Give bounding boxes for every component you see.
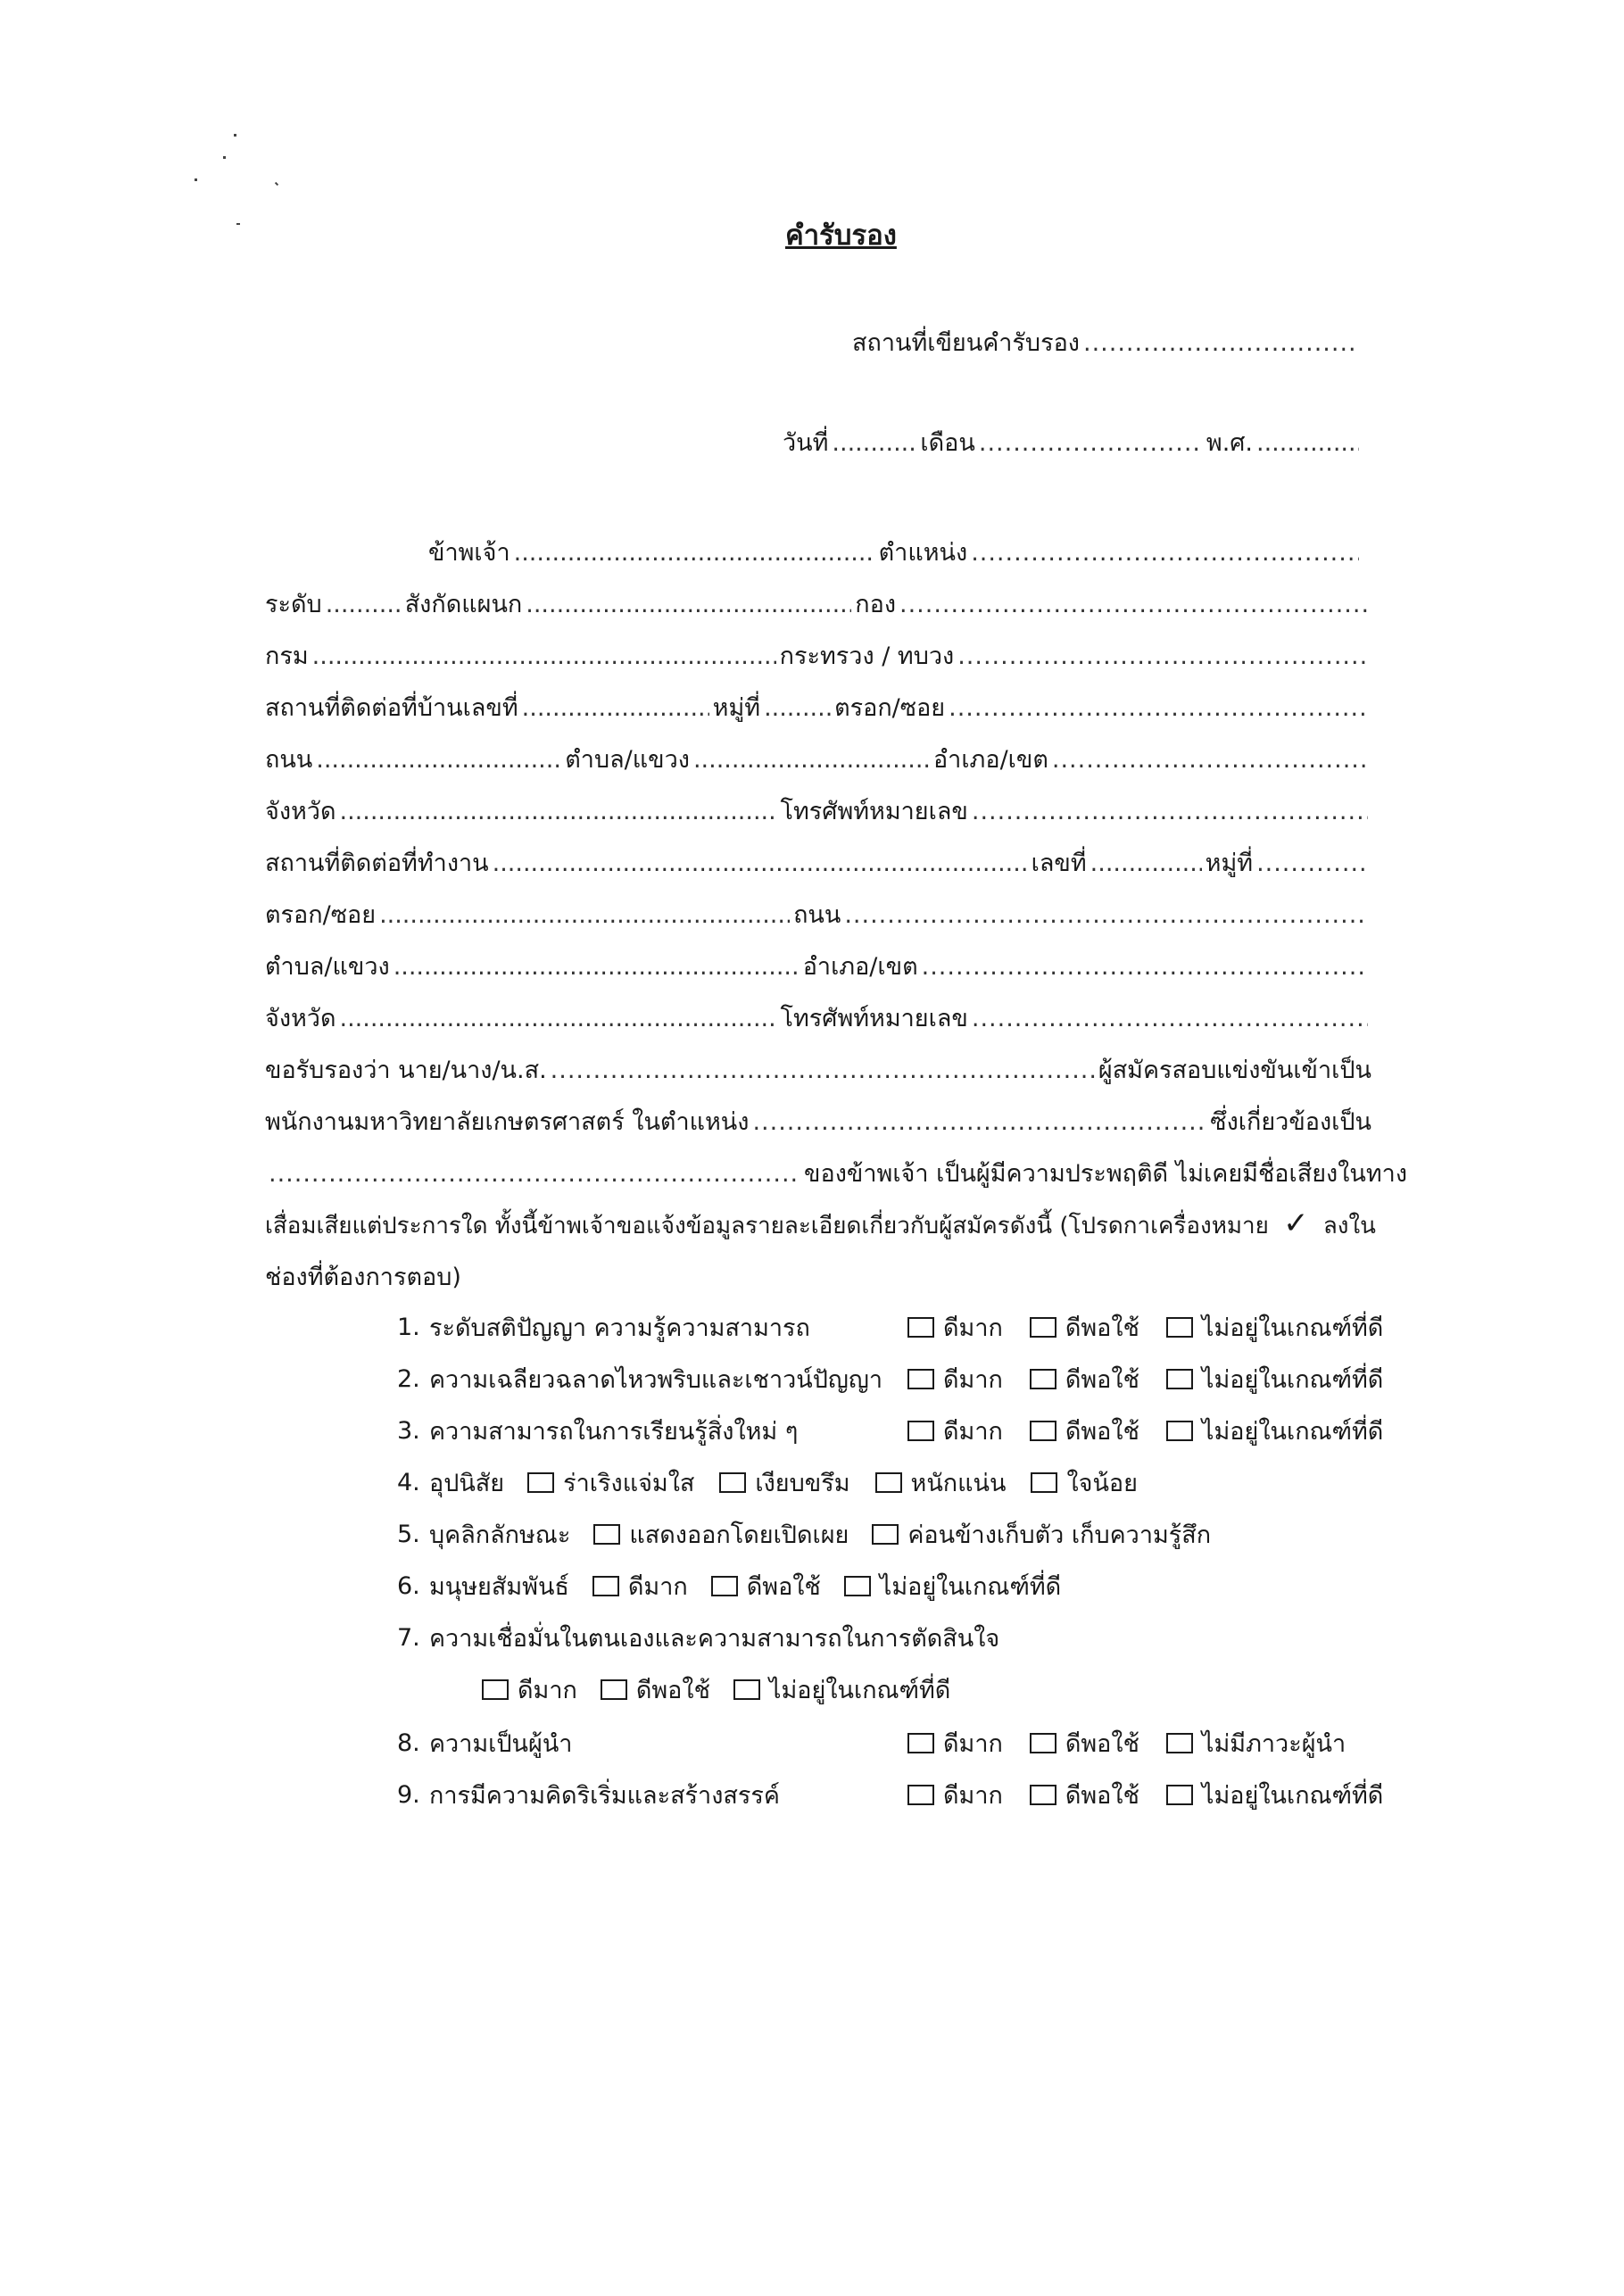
question-text: ระดับสติปัญญา ความรู้ความสามารถ	[429, 1314, 810, 1342]
checkbox[interactable]	[527, 1472, 554, 1493]
home-address-label: สถานที่ติดต่อที่บ้านเลขที่	[265, 694, 518, 722]
day-blank[interactable]	[832, 429, 916, 457]
option-label: ดีพอใช้	[1065, 1730, 1139, 1758]
work-address-row	[265, 843, 1371, 881]
unit-label: สังกัดแผนก	[404, 591, 523, 618]
date-row	[783, 423, 1363, 460]
checkbox[interactable]	[1166, 1369, 1193, 1389]
question-text: มนุษยสัมพันธ์	[429, 1573, 569, 1601]
phone2-label: โทรศัพท์หมายเลข	[780, 1005, 968, 1032]
candidate-name-blank[interactable]	[551, 1057, 1095, 1084]
option-label: ดีมาก	[943, 1366, 1003, 1394]
moo2-blank[interactable]	[1256, 850, 1368, 877]
year-label: พ.ศ.	[1206, 429, 1253, 457]
option-label: ดีพอใช้	[746, 1573, 821, 1601]
option-label: เงียบขรึม	[755, 1470, 850, 1497]
checkbox[interactable]	[875, 1472, 902, 1493]
road-label: ถนน	[265, 746, 313, 774]
certify-line2	[265, 1102, 1371, 1140]
question-4	[397, 1463, 1164, 1502]
subdistrict-label: ตำบล/แขวง	[565, 746, 690, 774]
subdistrict2-blank[interactable]	[394, 953, 800, 981]
checkbox[interactable]	[719, 1472, 746, 1493]
scan-speck	[223, 156, 226, 159]
option-label: ไม่อยู่ในเกณฑ์ที่ดี	[1201, 1366, 1384, 1394]
option-label: ใจน้อย	[1066, 1470, 1138, 1497]
division-blank[interactable]	[899, 591, 1368, 618]
province2-label: จังหวัด	[265, 1005, 336, 1032]
scan-speck	[275, 182, 278, 186]
place-blank[interactable]	[1083, 329, 1357, 357]
checkbox[interactable]	[907, 1317, 934, 1338]
option-label: ดีมาก	[943, 1730, 1003, 1758]
question-number: 4.	[397, 1469, 420, 1496]
question-text: ความเป็นผู้นำ	[429, 1730, 573, 1758]
road-row	[265, 740, 1371, 777]
question-number: 7.	[397, 1624, 420, 1652]
scan-speck	[195, 178, 197, 181]
checkbox[interactable]	[1166, 1785, 1193, 1805]
month-label: เดือน	[920, 429, 975, 457]
scan-speck	[236, 223, 240, 225]
checkbox[interactable]	[1166, 1421, 1193, 1441]
question-2	[397, 1360, 882, 1398]
option-label: ร่าเริงแจ่มใส	[563, 1470, 695, 1497]
question-text: ความเฉลียวฉลาดไหวพริบและเชาวน์ปัญญา	[429, 1366, 883, 1394]
form-title: คำรับรอง	[785, 220, 897, 252]
moo-blank[interactable]	[764, 694, 831, 722]
option-label: ดีมาก	[943, 1418, 1003, 1446]
certify-instruction-text: เสื่อมเสียแต่ประการใด ทั้งนี้ข้าพเจ้าขอแจ้งข้อมูลรายละเอียดเกี่ยวกับผู้สมัครดังนี้ (โปรดกาเครื่องหมาย	[265, 1213, 1269, 1239]
name-row	[428, 533, 1363, 570]
district2-label: อำเภอ/เขต	[802, 953, 918, 981]
checkbox[interactable]	[1030, 1421, 1056, 1441]
option-label: ค่อนข้างเก็บตัว เก็บความรู้สึก	[907, 1521, 1212, 1549]
province-blank[interactable]	[340, 798, 777, 825]
option-label: ดีมาก	[627, 1573, 688, 1601]
position-blank[interactable]	[971, 539, 1359, 567]
option-label: ดีพอใช้	[1065, 1782, 1139, 1810]
checkbox[interactable]	[907, 1421, 934, 1441]
question-3	[397, 1412, 798, 1450]
question-number: 8.	[397, 1729, 420, 1757]
province2-row	[265, 999, 1371, 1036]
soi2-blank[interactable]	[379, 901, 790, 929]
question-number: 9.	[397, 1781, 420, 1809]
subdistrict2-label: ตำบล/แขวง	[265, 953, 390, 981]
district2-blank[interactable]	[922, 953, 1368, 981]
option-label: ดีมาก	[943, 1782, 1003, 1810]
checkbox[interactable]	[733, 1679, 760, 1700]
province-row	[265, 792, 1371, 829]
road-blank[interactable]	[316, 746, 561, 774]
work-address-label: สถานที่ติดต่อที่ทำงาน	[265, 850, 489, 877]
question-6	[397, 1567, 1088, 1605]
checkbox[interactable]	[1166, 1733, 1193, 1753]
question-8	[397, 1724, 572, 1762]
question-text: อุปนิสัย	[429, 1470, 505, 1497]
certify-relation-label: ซึ่งเกี่ยวข้องเป็น	[1210, 1108, 1371, 1136]
name-blank[interactable]	[514, 539, 875, 567]
question-text: การมีความคิดริเริ่มและสร้างสรรค์	[429, 1782, 780, 1810]
candidate-position-blank[interactable]	[752, 1108, 1206, 1136]
road2-blank[interactable]	[844, 901, 1368, 929]
option-label: ไม่อยู่ในเกณฑ์ที่ดี	[879, 1573, 1062, 1601]
certify-name-label: ขอรับรองว่า นาย/นาง/น.ส.	[265, 1057, 547, 1084]
level-row	[265, 584, 1371, 622]
option-label: ดีพอใช้	[1065, 1314, 1139, 1342]
question-1-options	[907, 1308, 1410, 1347]
question-3-options	[907, 1412, 1410, 1450]
question-9-options	[907, 1776, 1410, 1814]
province2-blank[interactable]	[340, 1005, 777, 1032]
month-blank[interactable]	[979, 429, 1203, 457]
certify-position-label: พนักงานมหาวิทยาลัยเกษตรศาสตร์ ในตำแหน่ง	[265, 1108, 750, 1136]
level-label: ระดับ	[265, 591, 322, 618]
ministry-label: กระทรวง / ทบวง	[779, 642, 955, 670]
checkbox[interactable]	[482, 1679, 509, 1700]
certify-conduct-text: ของข้าพเจ้า เป็นผู้มีความประพฤติดี ไม่เคยมีชื่อเสียงในทาง	[804, 1160, 1407, 1188]
soi-blank[interactable]	[949, 694, 1368, 722]
option-label: ดีมาก	[518, 1677, 577, 1704]
province-label: จังหวัด	[265, 798, 336, 825]
option-label: ดีพอใช้	[635, 1677, 710, 1704]
phone2-blank[interactable]	[972, 1005, 1368, 1032]
year-blank[interactable]	[1256, 429, 1359, 457]
place-label: สถานที่เขียนคำรับรอง	[852, 329, 1080, 357]
work-address-blank[interactable]	[493, 850, 1028, 877]
unit-blank[interactable]	[526, 591, 851, 618]
option-label: ไม่อยู่ในเกณฑ์ที่ดี	[1201, 1782, 1384, 1810]
question-text: ความสามารถในการเรียนรู้สิ่งใหม่ ๆ	[429, 1418, 799, 1446]
home-number-blank[interactable]	[522, 694, 709, 722]
checkbox[interactable]	[1030, 1369, 1056, 1389]
option-label: ดีพอใช้	[1065, 1418, 1139, 1446]
department-label: กรม	[265, 642, 309, 670]
certify-instruction-end: ลงใน	[1322, 1213, 1376, 1239]
number-label: เลขที่	[1031, 850, 1087, 877]
district-label: อำเภอ/เขต	[932, 746, 1048, 774]
checkbox[interactable]	[1166, 1317, 1193, 1338]
checkbox[interactable]	[711, 1576, 738, 1596]
checkbox[interactable]	[1031, 1472, 1057, 1493]
option-label: แสดงออกโดยเปิดเผย	[629, 1521, 849, 1549]
department-row	[265, 636, 1371, 674]
option-label: ไม่อยู่ในเกณฑ์ที่ดี	[1201, 1418, 1384, 1446]
checkbox[interactable]	[1030, 1317, 1056, 1338]
certify-line3	[265, 1154, 1407, 1191]
subdistrict2-row	[265, 947, 1371, 984]
checkbox[interactable]	[1030, 1733, 1056, 1753]
question-text: ความเชื่อมั่นในตนเองและความสามารถในการตัดสินใจ	[429, 1625, 1000, 1653]
question-number: 3.	[397, 1417, 420, 1445]
number-blank[interactable]	[1090, 850, 1202, 877]
soi2-row	[265, 895, 1371, 932]
question-7	[397, 1619, 999, 1657]
department-blank[interactable]	[312, 642, 776, 670]
question-2-options	[907, 1360, 1410, 1398]
certify-line1	[265, 1050, 1371, 1088]
certify-applicant-label: ผู้สมัครสอบแข่งขันเข้าเป็น	[1098, 1057, 1371, 1084]
checkbox[interactable]	[907, 1733, 934, 1753]
check-mark-icon: ✓	[1283, 1206, 1309, 1241]
checkbox[interactable]	[907, 1785, 934, 1805]
question-number: 1.	[397, 1314, 420, 1341]
option-label: ไม่มีภาวะผู้นำ	[1201, 1730, 1346, 1758]
question-1	[397, 1308, 810, 1347]
certify-line4	[265, 1206, 1425, 1244]
subdistrict-blank[interactable]	[693, 746, 930, 774]
name-label: ข้าพเจ้า	[428, 539, 510, 567]
option-label: ดีมาก	[943, 1314, 1003, 1342]
day-label: วันที่	[783, 429, 829, 457]
phone-label: โทรศัพท์หมายเลข	[780, 798, 968, 825]
question-number: 5.	[397, 1521, 420, 1548]
checkbox[interactable]	[844, 1576, 871, 1596]
option-label: ดีพอใช้	[1065, 1366, 1139, 1394]
checkbox[interactable]	[1030, 1785, 1056, 1805]
moo-label: หมู่ที่	[712, 694, 761, 722]
division-label: กอง	[855, 591, 897, 618]
checkbox[interactable]	[907, 1369, 934, 1389]
question-number: 6.	[397, 1572, 420, 1600]
question-5	[397, 1515, 1238, 1554]
ministry-blank[interactable]	[957, 642, 1368, 670]
home-address-row	[265, 688, 1371, 725]
district-blank[interactable]	[1052, 746, 1368, 774]
question-8-options	[907, 1724, 1372, 1762]
level-blank[interactable]	[326, 591, 402, 618]
road2-label: ถนน	[793, 901, 841, 929]
question-text: บุคลิกลักษณะ	[429, 1521, 571, 1549]
checkbox[interactable]	[592, 1576, 619, 1596]
checkbox[interactable]	[872, 1524, 899, 1545]
place-row	[852, 323, 1361, 361]
position-label: ตำแหน่ง	[878, 539, 968, 567]
soi-label: ตรอก/ซอย	[834, 694, 946, 722]
question-number: 2.	[397, 1365, 420, 1393]
certify-line5	[265, 1257, 1425, 1296]
moo2-label: หมู่ที่	[1205, 850, 1254, 877]
relation-blank[interactable]	[269, 1160, 800, 1188]
phone-blank[interactable]	[972, 798, 1368, 825]
scan-speck	[234, 134, 236, 137]
certify-answer-text: ช่องที่ต้องการตอบ)	[265, 1264, 461, 1291]
option-label: ไม่อยู่ในเกณฑ์ที่ดี	[768, 1677, 951, 1704]
question-9	[397, 1776, 780, 1814]
checkbox[interactable]	[601, 1679, 627, 1700]
option-label: หนักแน่น	[910, 1470, 1007, 1497]
option-label: ไม่อยู่ในเกณฑ์ที่ดี	[1201, 1314, 1384, 1342]
question-7-options	[482, 1670, 977, 1709]
soi2-label: ตรอก/ซอย	[265, 901, 377, 929]
checkbox[interactable]	[593, 1524, 620, 1545]
